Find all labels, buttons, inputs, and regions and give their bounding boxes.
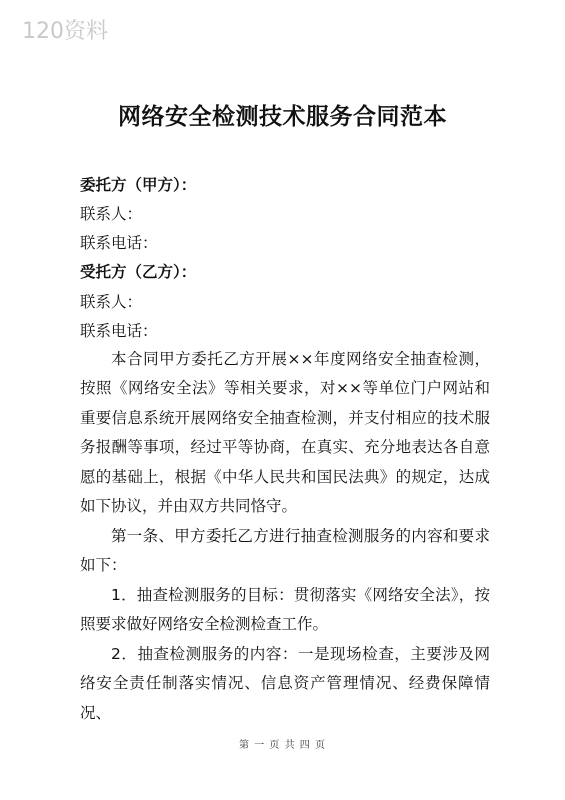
party-b-contact-person: 联系人： bbox=[80, 293, 143, 311]
party-a-contact-person: 联系人： bbox=[80, 205, 143, 223]
document-title: 网络安全检测技术服务合同范本 bbox=[118, 104, 447, 130]
party-b-contact-phone: 联系电话： bbox=[80, 322, 158, 340]
article-1-item-1: 1．抽查检测服务的目标：贯彻落实《网络安全法》，按照要求做好网络安全检测检查工作。 bbox=[80, 586, 490, 634]
party-a-label: 委托方（甲方）： bbox=[80, 176, 197, 194]
party-a-contact-phone: 联系电话： bbox=[80, 234, 158, 252]
page-footer: 第 一 页 共 四 页 bbox=[239, 740, 326, 751]
watermark-logo: 120资料 bbox=[22, 19, 108, 44]
intro-paragraph: 本合同甲方委托乙方开展××年度网络安全抽查检测，按照《网络安全法》等相关要求，对××等单位门户网站和重要信息系统开展网络安全抽查检测，并支付相应的技术服务报酬等事项，经过平等协商，在真实、充分地表达各自意愿的基础上，根据《中华人民共和国民法典》的规定，达成如下协议，并由双方共同恪守。 bbox=[80, 350, 490, 516]
article-1-item-2: 2．抽查检测服务的内容：一是现场检查，主要涉及网络安全责任制落实情况、信息资产管理情况、经费保障情况、 bbox=[80, 645, 490, 722]
party-b-label: 受托方（乙方）： bbox=[80, 263, 197, 281]
article-1-paragraph: 第一条、甲方委托乙方进行抽查检测服务的内容和要求如下： bbox=[80, 527, 490, 575]
